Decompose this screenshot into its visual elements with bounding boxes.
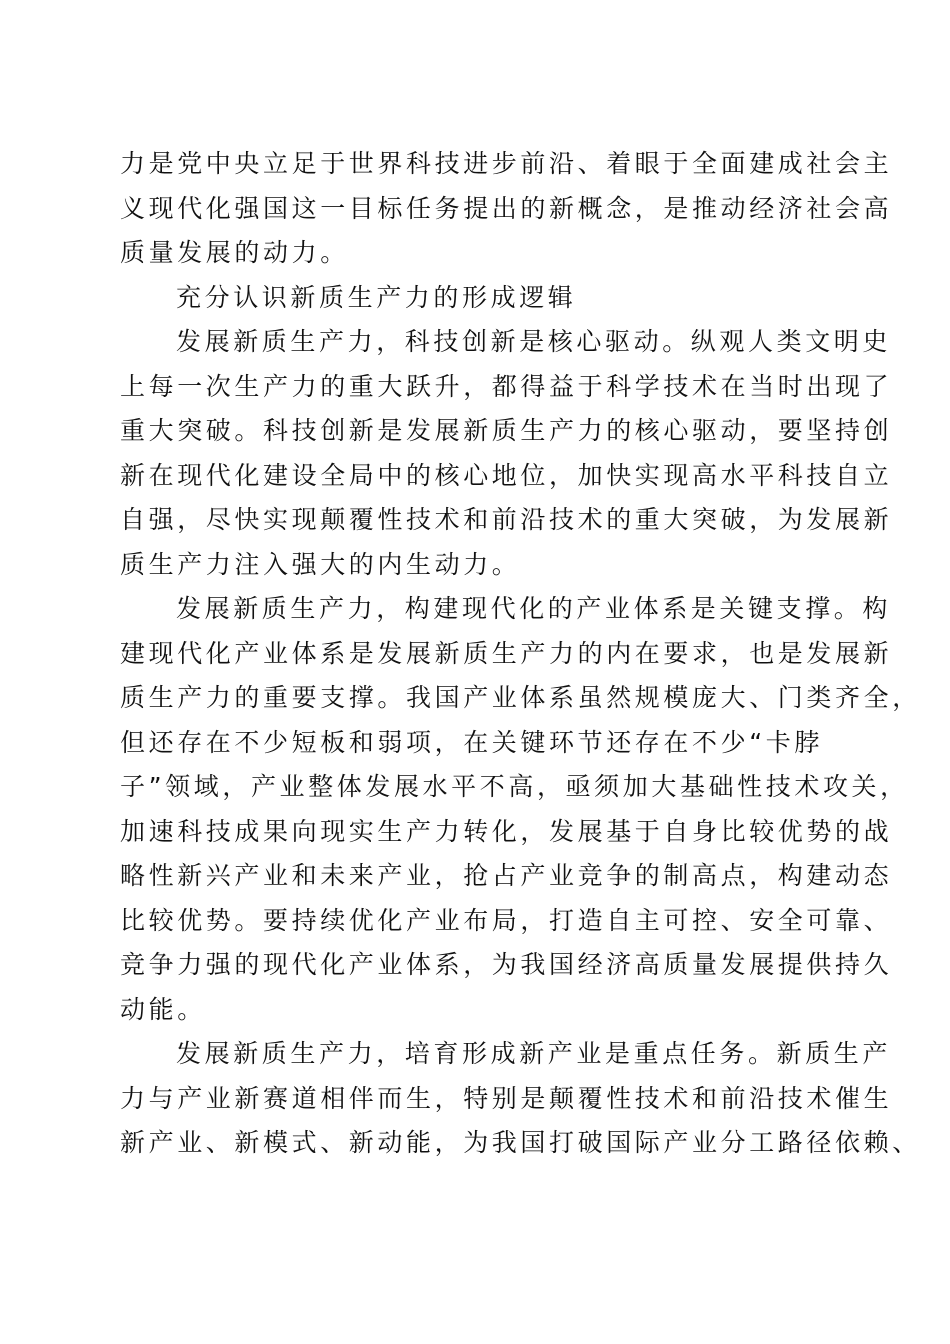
text-line: 略性新兴产业和未来产业，抢占产业竞争的制高点，构建动态 xyxy=(120,861,893,890)
body-text xyxy=(120,142,921,1166)
text-line: 自强，尽快实现颠覆性技术和前沿技术的重大突破，为发展新 xyxy=(120,505,893,534)
text-line: 比较优势。要持续优化产业布局，打造自主可控、安全可靠、 xyxy=(120,905,893,935)
text-line: 质生产力注入强大的内生动力。 xyxy=(120,549,521,579)
text-line: 质生产力的重要支撑。我国产业体系虽然规模庞大、门类齐全， xyxy=(120,683,921,712)
text-line: 力与产业新赛道相伴而生，特别是颠覆性技术和前沿技术催生 xyxy=(120,1083,893,1113)
paragraph-start: 发展新质生产力，构建现代化的产业体系是关键支撑。构 xyxy=(176,594,892,623)
text-line: 义现代化强国这一目标任务提出的新概念，是推动经济社会高 xyxy=(120,193,893,223)
text-line: 新在现代化建设全局中的核心地位，加快实现高水平科技自立 xyxy=(120,460,893,490)
text-line: 子”领域，产业整体发展水平不高，亟须加大基础性技术攻关， xyxy=(120,772,909,801)
text-line: 加速科技成果向现实生产力转化，发展基于自身比较优势的战 xyxy=(120,816,893,846)
paragraph-start: 发展新质生产力，科技创新是核心驱动。纵观人类文明史 xyxy=(176,327,892,356)
text-line: 重大突破。科技创新是发展新质生产力的核心驱动，要坚持创 xyxy=(120,416,893,445)
text-line: 力是党中央立足于世界科技进步前沿、着眼于全面建成社会主 xyxy=(120,149,893,178)
text-line: 建现代化产业体系是发展新质生产力的内在要求，也是发展新 xyxy=(120,638,893,668)
text-line: 质量发展的动力。 xyxy=(120,238,349,267)
text-line: 上每一次生产力的重大跃升，都得益于科学技术在当时出现了 xyxy=(120,371,893,401)
section-heading: 充分认识新质生产力的形成逻辑 xyxy=(176,282,577,312)
text-line: 但还存在不少短板和弱项，在关键环节还存在不少“卡脖 xyxy=(120,727,823,757)
text-line: 动能。 xyxy=(120,994,206,1024)
text-line: 新产业、新模式、新动能，为我国打破国际产业分工路径依赖、 xyxy=(120,1128,921,1157)
text-line: 竞争力强的现代化产业体系，为我国经济高质量发展提供持久 xyxy=(120,950,893,979)
paragraph-start: 发展新质生产力，培育形成新产业是重点任务。新质生产 xyxy=(176,1039,892,1068)
